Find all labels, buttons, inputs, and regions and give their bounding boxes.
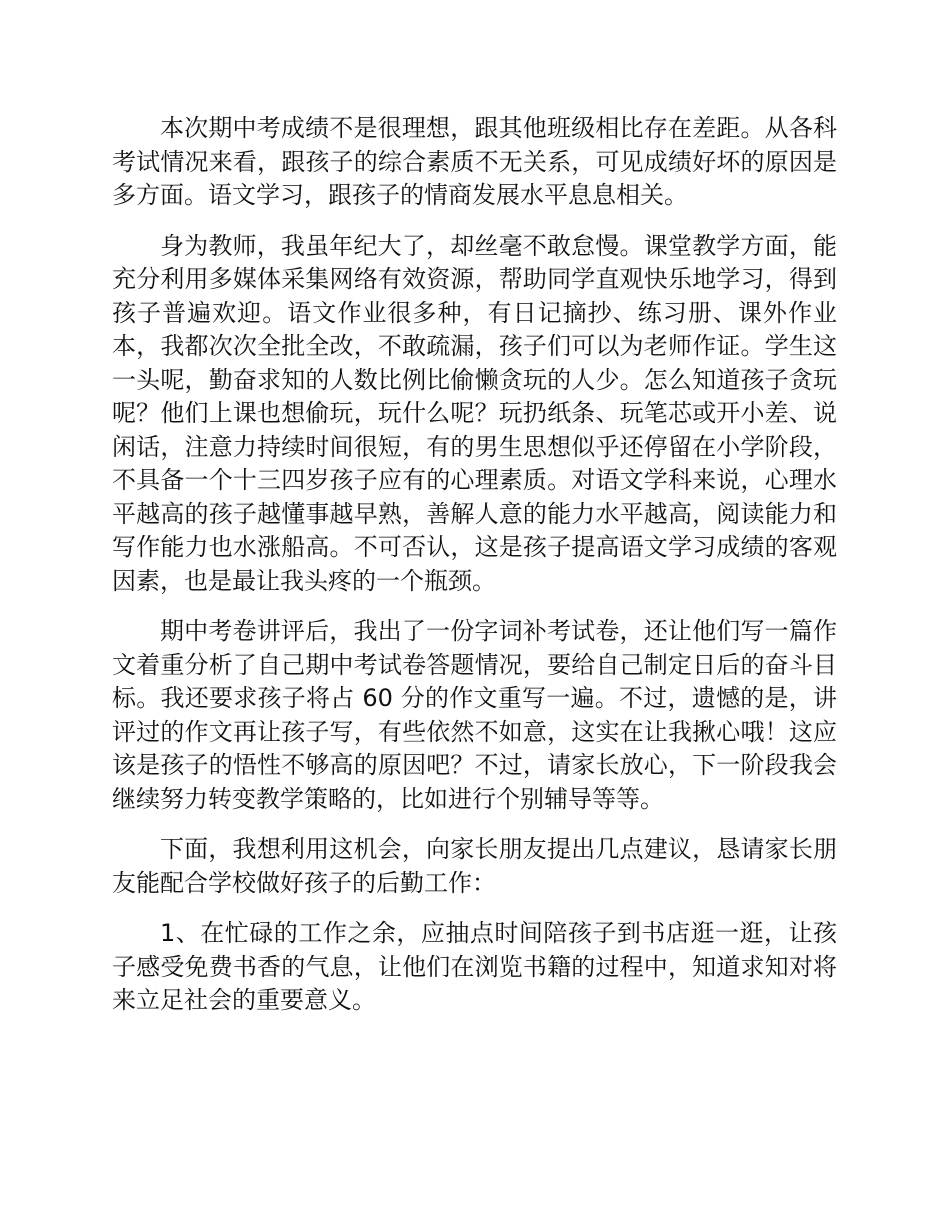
- paragraph-1: 本次期中考成绩不是很理想，跟其他班级相比存在差距。从各科考试情况来看，跟孩子的综合素质不无关系，可见成绩好坏的原因是多方面。语文学习，跟孩子的情商发展水平息息相关。: [112, 114, 837, 209]
- document-body: [112, 112, 837, 1035]
- paragraph-3: 期中考卷讲评后，我出了一份字词补考试卷，还让他们写一篇作文着重分析了自己期中考试卷答题情况，要给自己制定日后的奋斗目标。我还要求孩子将占 60 分的作文重写一遍。不过，遗憾的是，讲评过的作文再让孩子写，有些依然不如意，这实在让我揪心哦！这应该是孩子的悟性不够高的原因吧？不过，请家长放心，下一阶段我会继续努力转变教学策略的，比如进行个别辅导等等。: [112, 617, 837, 813]
- paragraph-2: 身为教师，我虽年纪大了，却丝毫不敢怠慢。课堂教学方面，能充分利用多媒体采集网络有效资源，帮助同学直观快乐地学习，得到孩子普遍欢迎。语文作业很多种，有日记摘抄、练习册、课外作业本，我都次次全批全改，不敢疏漏，孩子们可以为老师作证。学生这一头呢，勤奋求知的人数比例比偷懒贪玩的人少。怎么知道孩子贪玩呢？他们上课也想偷玩，玩什么呢？玩扔纸条、玩笔芯或开小差、说闲话，注意力持续时间很短，有的男生思想似乎还停留在小学阶段，不具备一个十三四岁孩子应有的心理素质。对语文学科来说，心理水平越高的孩子越懂事越早熟，善解人意的能力水平越高，阅读能力和写作能力也水涨船高。不可否认，这是孩子提高语文学习成绩的客观因素，也是最让我头疼的一个瓶颈。: [112, 231, 837, 595]
- paragraph-4: 下面，我想利用这机会，向家长朋友提出几点建议，恳请家长朋友能配合学校做好孩子的后勤工作：: [112, 835, 837, 897]
- paragraph-5: 1、在忙碌的工作之余，应抽点时间陪孩子到书店逛一逛，让孩子感受免费书香的气息，让他们在浏览书籍的过程中，知道求知对将来立足社会的重要意义。: [112, 919, 837, 1014]
